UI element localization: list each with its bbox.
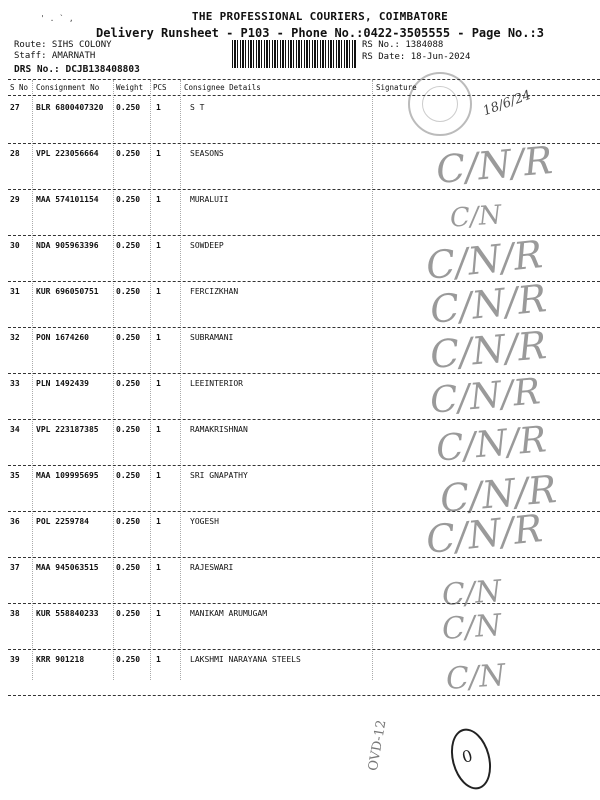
barcode-image xyxy=(232,40,356,68)
row-weight: 0.250 xyxy=(116,333,141,342)
staff-label: Staff: AMARNATH xyxy=(14,51,96,61)
row-pcs: 1 xyxy=(156,563,161,572)
row-consignment-no: MAA 109995695 xyxy=(36,471,99,480)
row-sno: 35 xyxy=(10,471,20,480)
row-weight: 0.250 xyxy=(116,379,141,388)
row-consignee: S T xyxy=(190,103,205,112)
route-label: Route: SIHS COLONY xyxy=(14,40,112,50)
row-pcs: 1 xyxy=(156,425,161,434)
row-consignment-no: POL 2259784 xyxy=(36,517,89,526)
col-divider xyxy=(180,80,181,680)
row-consignee: LAKSHMI NARAYANA STEELS xyxy=(190,655,301,664)
row-separator xyxy=(8,189,600,190)
drs-number: DRS No.: DCJB138408803 xyxy=(14,64,140,75)
row-weight: 0.250 xyxy=(116,471,141,480)
row-signature: C/N/R xyxy=(428,276,549,332)
row-consignee: SUBRAMANI xyxy=(190,333,234,342)
date-scribble: 18/6/24 xyxy=(480,87,534,120)
row-pcs: 1 xyxy=(156,655,161,664)
company-title: THE PROFESSIONAL COURIERS, COIMBATORE xyxy=(191,10,449,23)
rs-number: RS No.: 1384088 xyxy=(362,40,444,50)
row-sno: 34 xyxy=(10,425,20,434)
row-consignment-no: KRR 901218 xyxy=(36,655,85,664)
row-consignee: YOGESH xyxy=(190,517,219,526)
row-consignee: RAJESWARI xyxy=(190,563,234,572)
row-consignment-no: PON 1674260 xyxy=(36,333,89,342)
row-separator xyxy=(8,465,600,466)
col-header-pcs: PCS xyxy=(153,83,167,92)
row-signature: C/N xyxy=(440,573,503,614)
row-sno: 27 xyxy=(10,103,20,112)
row-sno: 31 xyxy=(10,287,20,296)
row-pcs: 1 xyxy=(156,195,161,204)
row-weight: 0.250 xyxy=(116,241,141,250)
row-consignee: SEASONS xyxy=(190,149,224,158)
row-signature: C/N/R xyxy=(424,506,545,562)
row-signature: C/N xyxy=(440,607,503,648)
row-weight: 0.250 xyxy=(116,517,141,526)
row-sno: 32 xyxy=(10,333,20,342)
row-consignment-no: MAA 945063515 xyxy=(36,563,99,572)
col-divider xyxy=(113,80,114,680)
row-separator xyxy=(8,419,600,420)
rs-date: RS Date: 18-Jun-2024 xyxy=(362,52,471,62)
row-pcs: 1 xyxy=(156,241,161,250)
row-consignment-no: VPL 223187385 xyxy=(36,425,99,434)
row-consignment-no: NDA 905963396 xyxy=(36,241,99,250)
row-pcs: 1 xyxy=(156,333,161,342)
row-weight: 0.250 xyxy=(116,425,141,434)
col-header-consignee: Consignee Details xyxy=(184,83,261,92)
col-header-consignment: Consignment No xyxy=(36,83,100,92)
row-signature: C/N/R xyxy=(428,371,542,422)
row-pcs: 1 xyxy=(156,103,161,112)
row-signature: C/N xyxy=(444,657,507,698)
col-header-weight: Weight xyxy=(116,83,144,92)
col-divider xyxy=(150,80,151,680)
row-sno: 33 xyxy=(10,379,20,388)
row-weight: 0.250 xyxy=(116,655,141,664)
row-pcs: 1 xyxy=(156,287,161,296)
col-header-sno: S No xyxy=(10,83,29,92)
col-divider xyxy=(32,80,33,680)
row-separator xyxy=(8,603,600,604)
row-weight: 0.250 xyxy=(116,195,141,204)
row-separator xyxy=(8,649,600,650)
row-weight: 0.250 xyxy=(116,149,141,158)
row-pcs: 1 xyxy=(156,149,161,158)
row-weight: 0.250 xyxy=(116,103,141,112)
row-pcs: 1 xyxy=(156,379,161,388)
row-pcs: 1 xyxy=(156,609,161,618)
row-pcs: 1 xyxy=(156,471,161,480)
row-signature: C/N/R xyxy=(424,232,545,288)
row-weight: 0.250 xyxy=(116,287,141,296)
row-sno: 39 xyxy=(10,655,20,664)
row-pcs: 1 xyxy=(156,517,161,526)
col-divider xyxy=(372,80,373,680)
row-consignment-no: KUR 558840233 xyxy=(36,609,99,618)
row-consignee: MANIKAM ARUMUGAM xyxy=(190,609,268,618)
row-consignment-no: PLN 1492439 xyxy=(36,379,89,388)
row-signature: C/N/R xyxy=(434,419,548,470)
corner-marks: ' . ` , xyxy=(40,14,74,23)
row-sno: 38 xyxy=(10,609,20,618)
row-separator xyxy=(8,557,600,558)
row-signature: C/N/R xyxy=(428,323,549,377)
row-consignee: RAMAKRISHNAN xyxy=(190,425,248,434)
row-consignee: MURALUII xyxy=(190,195,229,204)
row-sno: 29 xyxy=(10,195,20,204)
row-sno: 30 xyxy=(10,241,20,250)
row-consignment-no: KUR 696050751 xyxy=(36,287,99,296)
row-sno: 28 xyxy=(10,149,20,158)
row-sno: 37 xyxy=(10,563,20,572)
side-note-scribble: OVD-12 xyxy=(365,718,390,773)
row-sno: 36 xyxy=(10,517,20,526)
runsheet-subtitle: Delivery Runsheet - P103 - Phone No.:0422-3505555 - Page No.:3 xyxy=(96,26,544,40)
row-weight: 0.250 xyxy=(116,609,141,618)
row-consignee: FERCIZKHAN xyxy=(190,287,239,296)
circle-mark-text: 0 xyxy=(459,745,475,767)
row-signature: C/N xyxy=(449,200,503,234)
header-top-rule xyxy=(8,79,600,80)
col-header-signature: Signature xyxy=(376,83,417,92)
row-consignment-no: BLR 6800407320 xyxy=(36,103,104,112)
row-consignee: SRI GNAPATHY xyxy=(190,471,248,480)
row-signature: C/N/R xyxy=(438,467,559,521)
row-signature: C/N/R xyxy=(434,138,555,192)
circle-mark xyxy=(445,724,498,794)
company-stamp xyxy=(408,72,472,136)
row-weight: 0.250 xyxy=(116,563,141,572)
row-separator xyxy=(8,695,600,696)
row-consignee: SOWDEEP xyxy=(190,241,224,250)
row-consignee: LEEINTERIOR xyxy=(190,379,243,388)
row-consignment-no: MAA 574101154 xyxy=(36,195,99,204)
row-consignment-no: VPL 223056664 xyxy=(36,149,99,158)
